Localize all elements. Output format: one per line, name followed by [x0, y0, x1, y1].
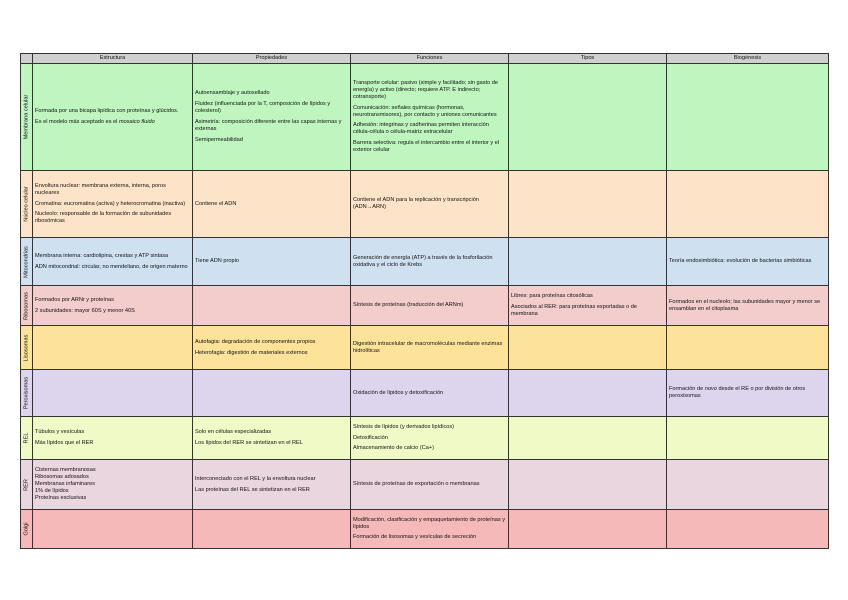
funciones-text: Formación de lisosomas y vesículas de secreción — [353, 534, 477, 541]
propiedades-text: Fluidez (influenciada por la T, composición de lípidos y colesterol) — [195, 101, 331, 115]
funciones-text: Almacenamiento de calcio (Ca+) — [353, 445, 434, 452]
cell-estructura — [33, 417, 193, 460]
propiedades-text: Asimetría: composición diferente entre las capas internas y externas — [195, 119, 342, 132]
estructura-text: Es el modelo más aceptado es el mosaico fluido — [35, 119, 155, 125]
estructura-text: ADN mitocondrial: circular, no mendeliano, de origen materno — [35, 263, 188, 270]
cell-biogenesis — [667, 326, 829, 370]
table-row — [21, 238, 829, 286]
cell-propiedades — [193, 171, 351, 238]
cell-tipos — [509, 286, 667, 326]
biogenesis-text: Teoría endosimbiótica: evolución de bacterias simbióticas — [669, 258, 812, 265]
propiedades-text: Semipermeabilidad — [195, 136, 243, 143]
header-tipos: Tipos — [509, 54, 667, 64]
table-row — [21, 64, 829, 171]
propiedades-text: Solo en células especializadas — [195, 429, 272, 436]
italic-term: novo — [704, 386, 717, 393]
propiedades-text: Autofagia: degradación de componentes propios — [195, 338, 316, 345]
tipos-text: Asociados al RER: para proteínas exportadas o de membrana — [511, 304, 637, 317]
cell-biogenesis — [667, 238, 829, 286]
row-label: Golgi — [23, 522, 30, 536]
row-label-cell — [21, 370, 33, 417]
table-row — [21, 370, 829, 417]
cell-biogenesis — [667, 510, 829, 549]
biogenesis-text: Formación de novo desde el RE o por división de otros peroxisomas — [669, 386, 806, 399]
header-propiedades: Propiedades — [193, 54, 351, 64]
cell-funciones — [351, 460, 509, 510]
row-label: RER — [23, 478, 30, 491]
tipos-text: Libres: para proteínas citosólicas — [511, 293, 593, 300]
row-label: Mitocondrias — [23, 245, 30, 278]
cell-propiedades — [193, 460, 351, 510]
cell-funciones — [351, 286, 509, 326]
cell-propiedades — [193, 370, 351, 417]
cell-tipos — [509, 171, 667, 238]
row-label-cell — [21, 417, 33, 460]
cell-tipos — [509, 370, 667, 417]
cell-biogenesis — [667, 370, 829, 417]
estructura-text: Membranas infaminares — [35, 481, 96, 488]
funciones-text: Oxidación de lípidos y detoxificación — [353, 389, 444, 396]
row-label-cell — [21, 64, 33, 171]
cell-tipos — [509, 510, 667, 549]
cell-biogenesis — [667, 417, 829, 460]
header-row — [21, 54, 829, 64]
cell-funciones — [351, 370, 509, 417]
cell-funciones — [351, 510, 509, 549]
estructura-text: Proteínas exclusivas — [35, 494, 87, 501]
organelle-summary-sheet — [20, 53, 828, 549]
cell-biogenesis — [667, 286, 829, 326]
table-row — [21, 286, 829, 326]
funciones-text: Digestión intracelular de macromoléculas mediante enzimas hidrolíticas — [353, 340, 503, 354]
table-row — [21, 326, 829, 370]
table-row — [21, 171, 829, 238]
cell-biogenesis — [667, 460, 829, 510]
estructura-text: 2 subunidades: mayor 60S y menor 40S — [35, 307, 135, 314]
cell-propiedades — [193, 286, 351, 326]
funciones-text: Comunicación: señales químicas (hormonas, neurotransmisores), por contacto y uniones comunicantes — [353, 104, 497, 118]
row-label-cell — [21, 286, 33, 326]
cell-biogenesis — [667, 171, 829, 238]
funciones-text: Síntesis de proteínas de exportación o membranas — [353, 481, 480, 488]
cell-funciones — [351, 171, 509, 238]
cell-funciones — [351, 417, 509, 460]
estructura-text: Cisternas membranosas — [35, 467, 96, 474]
corner-cell — [21, 54, 33, 64]
header-estructura: Estructura — [33, 54, 193, 64]
funciones-text: Síntesis de proteínas (traducción del ARNm) — [353, 302, 464, 309]
estructura-text: Envoltura nuclear: membrana externa, interna, poros nucleares — [35, 182, 166, 196]
row-label: Membrana celular — [23, 94, 30, 140]
cell-propiedades — [193, 510, 351, 549]
cell-estructura — [33, 370, 193, 417]
cell-estructura — [33, 286, 193, 326]
funciones-text: Síntesis de lípidos (y derivados lipídicos) — [353, 423, 455, 430]
propiedades-text: Tiene ADN propio — [195, 258, 239, 265]
cell-tipos — [509, 64, 667, 171]
cell-tipos — [509, 460, 667, 510]
biogenesis-text: Formados en el nucleolo; las subunidades mayor y menor se ensamblan en el citoplasma — [669, 298, 821, 312]
cell-estructura — [33, 510, 193, 549]
estructura-text: Nucleolo: responsable de la formación de subunidades ribosómicas — [35, 211, 172, 225]
row-label-cell — [21, 510, 33, 549]
cell-tipos — [509, 326, 667, 370]
propiedades-text: Los lípidos del RER se sintetizan en el REL — [195, 440, 303, 446]
estructura-text: Formados por ARNr y proteínas — [35, 296, 114, 303]
cell-funciones — [351, 326, 509, 370]
cell-estructura — [33, 460, 193, 510]
estructura-text: Túbulos y vesículas — [35, 429, 85, 436]
propiedades-text: Interconectado con el REL y la envoltura nuclear — [195, 475, 316, 482]
cell-propiedades — [193, 417, 351, 460]
funciones-text: Modificación, clasificación y empaquetamiento de proteínas y lípidos — [353, 516, 506, 530]
cell-biogenesis — [667, 64, 829, 171]
row-label-cell — [21, 326, 33, 370]
row-label-cell — [21, 171, 33, 238]
cell-tipos — [509, 238, 667, 286]
cell-estructura — [33, 64, 193, 171]
funciones-text: Barrera selectiva: regula el intercambio entre el interior y el exterior celular — [353, 140, 500, 154]
estructura-text: Cromatina: eucromatina (activa) y heterocromatina (inactiva) — [35, 200, 186, 207]
cell-propiedades — [193, 64, 351, 171]
propiedades-text: Contiene el ADN — [195, 200, 237, 207]
funciones-text: Adhesión: integrinas y cadherinas permiten interacción célula-célula o célula-matriz extracelular — [353, 122, 489, 136]
italic-term: mosaico fluido — [118, 119, 155, 125]
cell-funciones — [351, 238, 509, 286]
propiedades-text: Heterofagia: digestión de materiales externos — [195, 349, 308, 356]
estructura-text: Más lípidos que el RER — [35, 440, 94, 446]
propiedades-text: Autoensamblaje y autosellado — [195, 90, 270, 97]
cell-propiedades — [193, 326, 351, 370]
row-label: Peroxisomas — [23, 376, 30, 410]
table-row — [21, 460, 829, 510]
funciones-text: Contiene el ADN para la replicación y transcripción (ADN→ARN) — [353, 197, 479, 210]
funciones-text: Detoxificación — [353, 434, 388, 441]
propiedades-text: Las proteínas del REL se sintetizan en el RER — [195, 486, 310, 493]
cell-estructura — [33, 326, 193, 370]
table-row — [21, 417, 829, 460]
row-label: Núcleo celular — [23, 186, 30, 222]
table-body — [21, 64, 829, 549]
cell-estructura — [33, 238, 193, 286]
estructura-text: Ribosomas adosados — [35, 474, 89, 481]
row-label: REL — [23, 432, 30, 444]
estructura-text: 1% de lípidos — [35, 487, 69, 494]
header-funciones: Funciones — [351, 54, 509, 64]
estructura-text: Membrana interna: cardiolipina, crestas y ATP sintasa — [35, 252, 169, 259]
row-label: Ribosomas — [23, 291, 30, 320]
cell-tipos — [509, 417, 667, 460]
cell-estructura — [33, 171, 193, 238]
funciones-text: Transporte celular: pasivo (simple y facilitado; sin gasto de energía) y activo (directo; requiere ATP. E indirecto; cotransporte) — [353, 79, 498, 100]
table-row — [21, 510, 829, 549]
cell-propiedades — [193, 238, 351, 286]
cell-funciones — [351, 64, 509, 171]
organelle-table — [20, 53, 829, 549]
row-label-cell — [21, 238, 33, 286]
row-label-cell — [21, 460, 33, 510]
header-biogenesis: Biogénesis — [667, 54, 829, 64]
row-label: Lisosomas — [23, 334, 30, 361]
estructura-text: Formada por una bicapa lipídica con proteínas y glúcidos. — [35, 108, 179, 115]
funciones-text: Generación de energía (ATP) a través de la fosforilación oxidativa y el ciclo de Krebs — [353, 254, 493, 268]
